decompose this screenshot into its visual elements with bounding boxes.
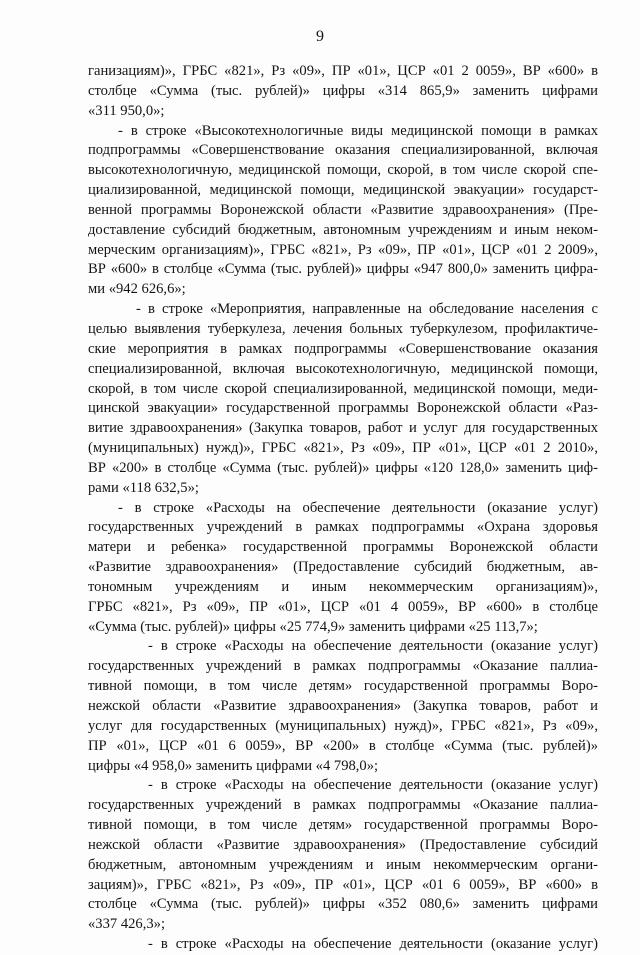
text-line: витие здравоохранения» (Закупка товаров, работ и услуг для государственных xyxy=(88,420,598,437)
text-line: «Сумма (тыс. рублей)» цифры «25 774,9» заменить цифрами «25 113,7»; xyxy=(88,618,538,635)
text-line: циализированной, медицинской помощи, медицинской эвакуации» государст- xyxy=(88,182,598,199)
text-line: тономным учреждениям и иным некоммерческим организациям)», xyxy=(88,578,598,595)
text-line: цифры «4 958,0» заменить цифрами «4 798,0»; xyxy=(88,757,379,774)
text-line: венной программы Воронежской области «Развитие здравоохранения» (Пре- xyxy=(88,201,598,218)
text-line: ПР «01», ЦСР «01 6 0059», ВР «200» в столбце «Сумма (тыс. рублей)» xyxy=(88,737,598,754)
text-line: рами «118 632,5»; xyxy=(88,479,199,496)
text-line: скорой, в том числе скорой специализированной, медицинской помощи, меди- xyxy=(88,380,598,397)
text-line: - в строке «Расходы на обеспечение деятельности (оказание услуг) xyxy=(118,499,598,516)
text-line: специализированной, включая высокотехнологичную, медицинской помощи, xyxy=(88,360,598,377)
page-number: 9 xyxy=(316,28,324,45)
text-line: - в строке «Высокотехнологичные виды медицинской помощи в рамках xyxy=(118,122,598,139)
text-line: ГРБС «821», Рз «09», ПР «01», ЦСР «01 4 0059», ВР «600» в столбце xyxy=(88,598,598,615)
text-line: государственных учреждений в рамках подпрограммы «Оказание паллиа- xyxy=(88,658,598,675)
text-line: «337 426,3»; xyxy=(88,916,166,933)
text-line: - в строке «Расходы на обеспечение деятельности (оказание услуг) xyxy=(148,936,598,953)
text-line: ские мероприятия в рамках подпрограммы «Совершенствование оказания xyxy=(88,340,598,357)
text-line: ми «942 626,6»; xyxy=(88,281,186,298)
text-line: цинской эвакуации» государственной программы Воронежской области «Раз- xyxy=(88,400,598,417)
text-line: нежской области «Развитие здравоохранения» (Закупка товаров, работ и xyxy=(88,698,598,714)
text-line: мерческим организациям)», ГРБС «821», Рз «09», ПР «01», ЦСР «01 2 2009», xyxy=(88,241,598,258)
text-line: (муниципальных) нужд)», ГРБС «821», Рз «09», ПР «01», ЦСР «01 2 2010», xyxy=(88,440,598,457)
document-body xyxy=(88,62,598,955)
text-line: бюджетным, автономным учреждениям и иным некоммерческим органи- xyxy=(88,856,598,873)
text-line: ВР «200» в столбце «Сумма (тыс. рублей)» цифры «120 128,0» заменить циф- xyxy=(88,459,598,476)
text-line: подпрограммы «Совершенствование оказания специализированной, включая xyxy=(88,142,598,159)
text-line: матери и ребенка» государственной программы Воронежской области xyxy=(88,539,598,556)
text-line: государственных учреждений в рамках подпрограммы «Охрана здоровья xyxy=(88,519,598,536)
text-line: тивной помощи, в том числе детям» государственной программы Воро- xyxy=(88,678,598,695)
text-line: - в строке «Мероприятия, направленные на обследование населения с xyxy=(136,301,598,318)
text-line: ВР «600» в столбце «Сумма (тыс. рублей)» цифры «947 800,0» заменить цифра- xyxy=(88,261,598,278)
text-line: «Развитие здравоохранения» (Предоставление субсидий бюджетным, ав- xyxy=(88,559,598,576)
text-line: высокотехнологичную, медицинской помощи, скорой, в том числе скорой спе- xyxy=(88,162,598,179)
text-line: - в строке «Расходы на обеспечение деятельности (оказание услуг) xyxy=(148,777,598,794)
text-line: тивной помощи, в том числе детям» государственной программы Воро- xyxy=(88,817,598,834)
text-line: нежской области «Развитие здравоохранения» (Предоставление субсидий xyxy=(88,836,598,853)
text-line: целью выявления туберкулеза, лечения больных туберкулезом, профилактиче- xyxy=(88,320,598,337)
text-line: «311 950,0»; xyxy=(88,102,165,119)
text-line: доставление субсидий бюджетным, автономным учреждениям и иным неком- xyxy=(88,221,598,238)
text-line: столбце «Сумма (тыс. рублей)» цифры «352 080,6» заменить цифрами xyxy=(88,896,598,913)
text-line: государственных учреждений в рамках подпрограммы «Оказание паллиа- xyxy=(88,797,598,814)
text-line: зациям)», ГРБС «821», Рз «09», ПР «01», ЦСР «01 6 0059», ВР «600» в xyxy=(88,876,598,893)
text-line: - в строке «Расходы на обеспечение деятельности (оказание услуг) xyxy=(148,638,598,655)
text-line: столбце «Сумма (тыс. рублей)» цифры «314 865,9» заменить цифрами xyxy=(88,82,598,99)
text-line: услуг для государственных (муниципальных) нужд)», ГРБС «821», Рз «09», xyxy=(88,717,598,734)
text-line: ганизациям)», ГРБС «821», Рз «09», ПР «01», ЦСР «01 2 0059», ВР «600» в xyxy=(88,63,598,79)
